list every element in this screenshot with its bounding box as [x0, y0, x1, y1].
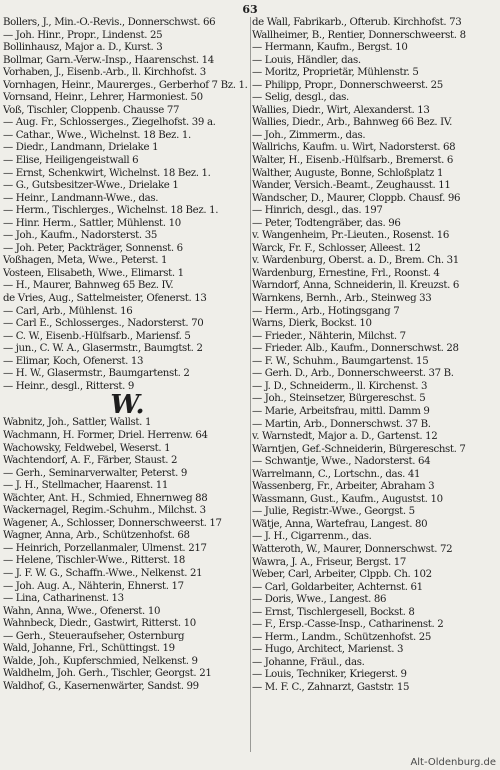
watermark: Alt-Oldenburg.de [410, 757, 496, 768]
directory-entry: Bollinhausz, Major a. D., Kurst. 3 [3, 42, 163, 54]
directory-entry: — Diedr., Landmann, Drielake 1 [3, 142, 159, 154]
directory-entry: Wandscher, D., Maurer, Cloppb. Chausf. 96 [252, 192, 461, 204]
directory-entry: Wachmann, H. Former, Driel. Herrenw. 64 [3, 429, 208, 441]
directory-entry: Wassenberg, Fr., Arbeiter, Abraham 3 [252, 481, 435, 493]
directory-entry: — Herm., Arb., Hotingsgang 7 [252, 305, 400, 317]
directory-entry: — J. H., Cigarrenm., das. [252, 531, 372, 543]
directory-entry: — Joh. Peter, Packträger, Sonnenst. 6 [3, 242, 183, 254]
directory-entry: Wagener, A., Schlosser, Donnerschweerst. 17 [3, 517, 222, 529]
directory-entry: — Heinr., Landmann-Wwe., das. [3, 192, 159, 204]
directory-entry: — Moritz, Proprietär, Mühlenstr. 5 [252, 67, 419, 79]
directory-entry: Warntjen, Gef.-Schneiderin, Bürgereschst. 7 [252, 443, 466, 455]
directory-entry: — Elimar, Koch, Ofenerst. 13 [3, 355, 144, 367]
directory-entry: — Hinr. Herm., Sattler, Mühlenst. 10 [3, 217, 181, 229]
directory-entry: — Schwantje, Wwe., Nadorsterst. 64 [252, 456, 431, 468]
directory-entry: Wackernagel, Regim.-Schuhm., Milchst. 3 [3, 505, 206, 517]
directory-entry: Warnkens, Bernh., Arb., Steinweg 33 [252, 293, 432, 305]
directory-entry: — M. F. C., Zahnarzt, Gaststr. 15 [252, 681, 410, 693]
directory-entry: — Heinr., desgl., Ritterst. 9 [3, 380, 135, 392]
directory-entry: Vornhagen, Heinr., Maurerges., Gerberhof 7 Bz. 1. [3, 79, 248, 91]
directory-entry: Walther, Auguste, Bonne, Schloßplatz 1 [252, 167, 444, 179]
directory-entry: — Gerh. D., Arb., Donnerschweerst. 37 B. [252, 368, 454, 380]
directory-entry: — Cathar., Wwe., Wichelnst. 18 Bez. 1. [3, 129, 191, 141]
directory-entry: Wallies, Diedr., Arb., Bahnweg 66 Bez. IV. [252, 117, 452, 129]
directory-entry: — Louis, Techniker, Kriegerst. 9 [252, 669, 407, 681]
directory-entry: Warns, Dierk, Bockst. 10 [252, 318, 372, 330]
directory-entry: — F. W., Schuhm., Baumgartenst. 15 [252, 355, 429, 367]
directory-entry: — Elise, Heiligengeistwall 6 [3, 155, 139, 167]
directory-entry: — Carl, Goldarbeiter, Achternst. 61 [252, 581, 423, 593]
directory-entry: — Hermann, Kaufm., Bergst. 10 [252, 42, 408, 54]
directory-entry: Waldhelm, Joh. Gerh., Tischler, Georgst. 21 [3, 668, 212, 680]
directory-entry: — Hinrich, desgl., das. 197 [252, 205, 383, 217]
directory-entry: — Johanne, Fräul., das. [252, 656, 365, 668]
directory-entry: — Lina, Catharinenst. 13 [3, 593, 124, 605]
directory-entry: — Philipp, Propr., Donnerschweerst. 25 [252, 79, 443, 91]
left-entries-before [3, 17, 252, 393]
directory-entry: — Louis, Händler, das. [252, 54, 361, 66]
directory-entry: — H., Maurer, Bahnweg 65 Bez. IV. [3, 280, 174, 292]
directory-entry: Warndorf, Anna, Schneiderin, ll. Kreuzst. 6 [252, 280, 459, 292]
directory-entry: Wardenburg, Ernestine, Frl., Roonst. 4 [252, 267, 440, 279]
directory-entry: Voß, Tischler, Cloppenb. Chausse 77 [3, 104, 180, 116]
directory-entry: — Herm., Landm., Schützenhofst. 25 [252, 631, 432, 643]
directory-entry: v. Wangenheim, Pr.-Lieuten., Rosenst. 16 [252, 230, 450, 242]
directory-entry: — J. D., Schneiderm., ll. Kirchenst. 3 [252, 380, 428, 392]
directory-entry: — J. H., Stellmacher, Haarenst. 11 [3, 480, 169, 492]
directory-entry: — Heinrich, Porzellanmaler, Ulmenst. 217 [3, 542, 207, 554]
directory-entry: Bollmar, Garn.-Verw.-Insp., Haarenschst. 14 [3, 54, 214, 66]
directory-entry: Wabnitz, Joh., Sattler, Wallst. 1 [3, 417, 152, 429]
page-number: 63 [242, 3, 258, 16]
directory-entry: v. Warnstedt, Major a. D., Gartenst. 12 [252, 431, 438, 443]
directory-entry: Vorhaben, J., Eisenb.-Arb., ll. Kirchhofst. 3 [3, 67, 206, 79]
directory-entry: — Frieder. Alb., Kaufm., Donnerschwst. 28 [252, 343, 459, 355]
directory-entry: — Helene, Tischler-Wwe., Ritterst. 18 [3, 555, 186, 567]
directory-entry: — Ernst, Schenkwirt, Wichelnst. 18 Bez. 1. [3, 167, 211, 179]
left-column [3, 17, 252, 693]
directory-entry: — jun., C. W. A., Glasermstr., Baumgtst. 2 [3, 343, 203, 355]
directory-entry: Wallies, Diedr., Wirt, Alexanderst. 13 [252, 104, 430, 116]
directory-entry: — Aug. Fr., Schlosserges., Ziegelhofst. 39 a. [3, 117, 216, 129]
section-letter: W. [110, 390, 145, 421]
directory-entry: — Selig, desgl., das. [252, 92, 349, 104]
directory-entry: — Gerh., Seminarverwalter, Peterst. 9 [3, 467, 187, 479]
directory-entry: — Joh., Zimmerm., das. [252, 129, 366, 141]
directory-entry: Warrelmann, C., Lortschn., das. 41 [252, 468, 421, 480]
directory-entry: Walde, Joh., Kupferschmied, Nelkenst. 9 [3, 655, 198, 667]
directory-entry: Waldhof, G., Kasernenwärter, Sandst. 99 [3, 680, 199, 692]
directory-entry: — Peter, Todtengräber, das. 96 [252, 217, 401, 229]
column-divider [250, 17, 251, 752]
directory-entry: — Carl E., Schlosserges., Nadorsterst. 70 [3, 318, 204, 330]
directory-entry: — Gerh., Steueraufseher, Osternburg [3, 630, 185, 642]
directory-entry: Wachtendorf, A. F., Färber, Staust. 2 [3, 455, 178, 467]
directory-entry: — Joh., Kaufm., Nadorsterst. 35 [3, 230, 157, 242]
directory-entry: — Joh. Aug. A., Nähterin, Ehnerst. 17 [3, 580, 184, 592]
directory-entry: — H. W., Glasermstr., Baumgartenst. 2 [3, 368, 190, 380]
directory-entry: Wätje, Anna, Wartefrau, Langest. 80 [252, 518, 428, 530]
directory-entry: Warck, Fr. F., Schlosser, Alleest. 12 [252, 242, 421, 254]
directory-entry: Vornsand, Heinr., Lehrer, Harmoniest. 50 [3, 92, 203, 104]
directory-entry: — Martin, Arb., Donnerschwst. 37 B. [252, 418, 431, 430]
directory-entry: de Wall, Fabrikarb., Ofterub. Kirchhofst. 73 [252, 17, 462, 28]
directory-entry: de Vries, Aug., Sattelmeister, Ofenerst. 13 [3, 293, 207, 305]
directory-entry: Watteroth, W., Maurer, Donnerschwst. 72 [252, 543, 453, 555]
right-entries [252, 17, 496, 695]
directory-entry: Wahnbeck, Diedr., Gastwirt, Ritterst. 10 [3, 618, 196, 630]
directory-entry: — F., Ersp.-Casse-Insp., Catharinenst. 2 [252, 619, 444, 631]
directory-entry: Voßhagen, Meta, Wwe., Peterst. 1 [3, 255, 168, 267]
directory-entry: Weber, Carl, Arbeiter, Clppb. Ch. 102 [252, 569, 432, 581]
directory-entry: — C. W., Eisenb.-Hülfsarb., Mariensf. 5 [3, 330, 191, 342]
directory-entry: Wassmann, Gust., Kaufm., Augustst. 10 [252, 493, 443, 505]
directory-entry: — Joh. Hinr., Propr., Lindenst. 25 [3, 29, 163, 41]
directory-entry: Walter, H., Eisenb.-Hülfsarb., Bremerst. 6 [252, 155, 453, 167]
directory-entry: Wallrichs, Kaufm. u. Wirt, Nadorsterst. 68 [252, 142, 456, 154]
right-column [252, 17, 496, 695]
left-entries-after [3, 417, 252, 693]
directory-entry: — Herm., Tischlerges., Wichelnst. 18 Bez. 1. [3, 205, 219, 217]
directory-entry: v. Wardenburg, Oberst. a. D., Brem. Ch. 31 [252, 255, 459, 267]
directory-entry: — Julie, Registr.-Wwe., Georgst. 5 [252, 506, 415, 518]
directory-entry: — Doris, Wwe., Langest. 86 [252, 594, 387, 606]
directory-entry: Wachowsky, Feldwebel, Weserst. 1 [3, 442, 171, 454]
directory-entry: Bollers, J., Min.-O.-Revis., Donnerschwst. 66 [3, 17, 216, 28]
directory-entry: Wagner, Anna, Arb., Schützenhofst. 68 [3, 530, 190, 542]
directory-entry: Wahn, Anna, Wwe., Ofenerst. 10 [3, 605, 161, 617]
directory-entry: Wächter, Ant. H., Schmied, Ehnernweg 88 [3, 492, 208, 504]
directory-entry: — Joh., Steinsetzer, Bürgereschst. 5 [252, 393, 426, 405]
directory-entry: — Frieder., Nähterin, Milchst. 7 [252, 330, 406, 342]
directory-entry: — Marie, Arbeitsfrau, mittl. Damm 9 [252, 405, 430, 417]
directory-entry: — Ernst, Tischlergesell, Bockst. 8 [252, 606, 415, 618]
directory-entry: Vosteen, Elisabeth, Wwe., Elimarst. 1 [3, 267, 184, 279]
directory-entry: Wawra, J. A., Friseur, Bergst. 17 [252, 556, 406, 568]
directory-entry: — Carl, Arb., Mühlenst. 16 [3, 305, 133, 317]
directory-entry: Wald, Johanne, Frl., Schüttingst. 19 [3, 643, 175, 655]
directory-entry: Wallheimer, B., Rentier, Donnerschweerst. 8 [252, 29, 466, 41]
directory-entry: — J. F. W. G., Schaffn.-Wwe., Nelkenst. 21 [3, 567, 203, 579]
directory-entry: — Hugo, Architect, Marienst. 3 [252, 644, 404, 656]
directory-entry: Wander, Versich.-Beamt., Zeughausst. 11 [252, 180, 451, 192]
directory-entry: — G., Gutsbesitzer-Wwe., Drielake 1 [3, 180, 179, 192]
